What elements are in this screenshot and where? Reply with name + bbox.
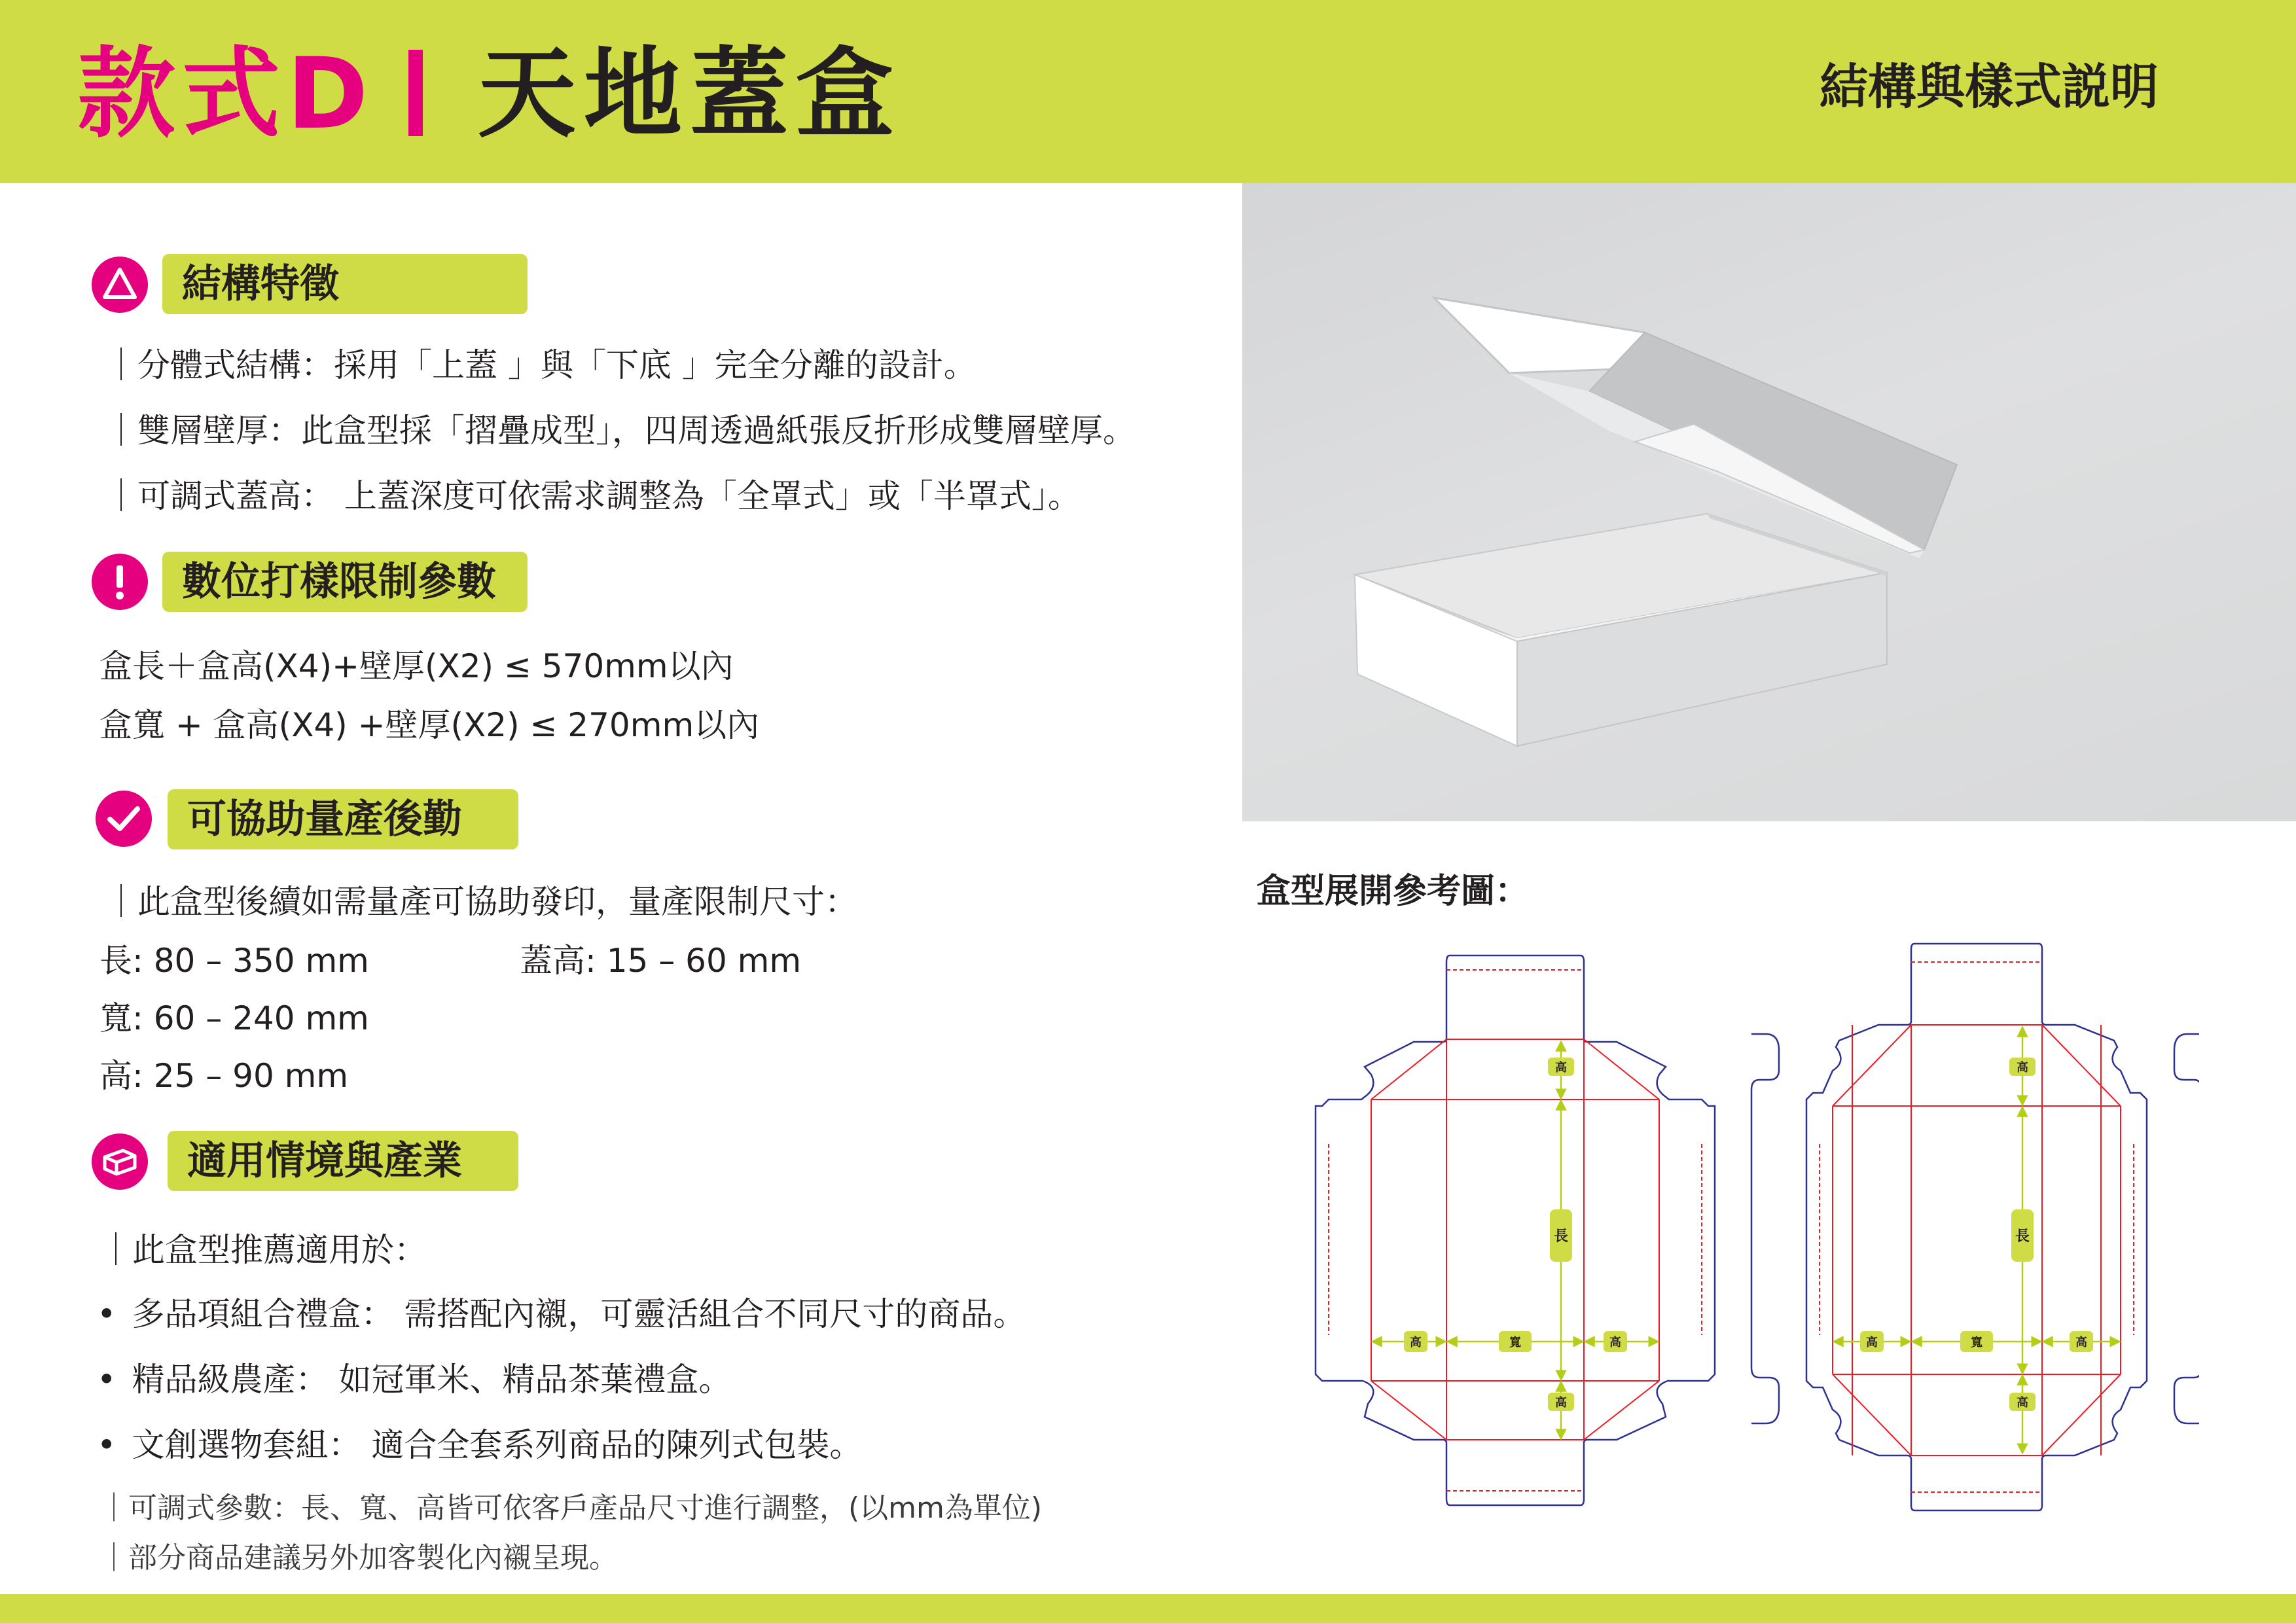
structure-line: ｜分體式結構：採用「上蓋 」與「下底 」完全分離的設計。 xyxy=(105,346,977,384)
dimension-tag-height: 高 xyxy=(1410,1336,1422,1349)
production-lid-height: 蓋高: 15 – 60 mm xyxy=(520,942,802,980)
box-icon xyxy=(92,1133,148,1190)
production-height: 高: 25 – 90 mm xyxy=(99,1057,349,1095)
structure-line: ｜可調式蓋高： 上蓋深度可依需求調整為「全罩式」或「半罩式」。 xyxy=(105,477,1081,515)
usage-bullet: • 文創選物套組： 適合全套系列商品的陳列式包裝。 xyxy=(97,1424,862,1466)
limit-line: 盒寬 + 盒高(X4) +壁厚(X2) ≤ 270mm以內 xyxy=(99,706,760,744)
style-label: 款式D xyxy=(77,37,375,151)
limit-line: 盒長＋盒高(X4)+壁厚(X2) ≤ 570mm以內 xyxy=(99,647,734,685)
usage-bullet: • 精品級農產： 如冠軍米、精品茶葉禮盒。 xyxy=(97,1359,731,1400)
dimension-tag-length: 長 xyxy=(1553,1228,1569,1245)
section-heading-structure: 結構特徵 xyxy=(162,254,528,314)
section-heading-usage: 適用情境與產業 xyxy=(168,1131,518,1191)
dimension-tag-height: 高 xyxy=(2017,1061,2028,1075)
dimension-tag-length: 長 xyxy=(2015,1228,2030,1245)
dimension-tag-height: 高 xyxy=(1866,1336,1878,1349)
page-title: 天地蓋盒 xyxy=(478,37,903,151)
diagram-label: 盒型展開參考圖： xyxy=(1257,872,1530,911)
dimension-tag-width: 寬 xyxy=(1971,1336,1982,1349)
triangle-warning-icon xyxy=(92,257,148,313)
section-heading-limits: 數位打樣限制參數 xyxy=(162,552,528,612)
structure-line: ｜雙層壁厚：此盒型採「摺疊成型」，四周透過紙張反折形成雙層壁厚。 xyxy=(105,412,1136,450)
production-intro: ｜此盒型後續如需量產可協助發印，量產限制尺寸： xyxy=(105,883,857,921)
tray-dieline xyxy=(1751,944,2199,1510)
checkmark-icon xyxy=(96,791,152,847)
dimension-tag-height: 高 xyxy=(1555,1061,1567,1075)
product-render xyxy=(1242,183,2296,821)
usage-note: ｜部分商品建議另外加客製化內襯呈現。 xyxy=(99,1541,618,1575)
dimension-tag-width: 寬 xyxy=(1509,1336,1521,1349)
dimension-tag-height: 高 xyxy=(2017,1396,2028,1410)
dimension-tag-height: 高 xyxy=(2075,1336,2087,1349)
title-divider xyxy=(408,50,423,136)
dieline-diagram xyxy=(1283,936,2199,1525)
header-subtitle: 結構與樣式説明 xyxy=(1820,59,2159,115)
dimension-tag-height: 高 xyxy=(1609,1336,1621,1349)
usage-note: ｜可調式參數：長、寬、高皆可依客戶產品尺寸進行調整，(以mm為單位) xyxy=(99,1491,1043,1525)
section-heading-production: 可協助量產後勤 xyxy=(168,789,518,849)
tray-illustration xyxy=(1355,514,1887,746)
production-length: 長: 80 – 350 mm xyxy=(99,942,369,980)
production-width: 寬: 60 – 240 mm xyxy=(99,999,369,1037)
usage-intro: ｜此盒型推薦適用於： xyxy=(99,1231,427,1269)
exclamation-icon xyxy=(92,554,148,610)
usage-bullet: • 多品項組合禮盒： 需搭配內襯，可靈活組合不同尺寸的商品。 xyxy=(97,1293,1026,1335)
lid-dieline xyxy=(1316,955,1715,1505)
footer-bar xyxy=(0,1594,2296,1623)
dimension-tag-height: 高 xyxy=(1555,1396,1567,1410)
